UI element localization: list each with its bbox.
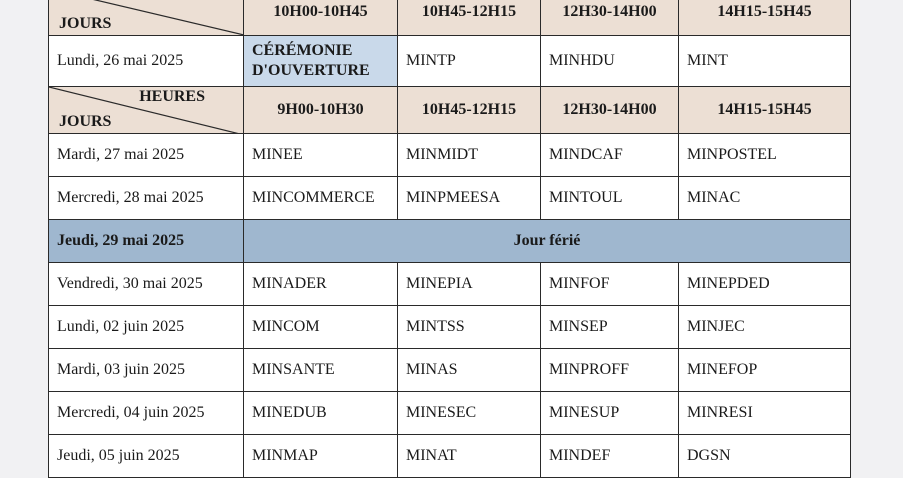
schedule-sheet bbox=[48, 0, 850, 478]
holiday-label: Jour férié bbox=[244, 220, 851, 263]
time-slot-2: 10H45-12H15 bbox=[398, 87, 541, 134]
day-cell: Mercredi, 28 mai 2025 bbox=[49, 177, 244, 220]
ministry-cell: MINESEC bbox=[398, 392, 541, 435]
table-row bbox=[49, 263, 851, 306]
time-slot-2: 10H45-12H15 bbox=[398, 0, 541, 36]
day-cell: Lundi, 02 juin 2025 bbox=[49, 306, 244, 349]
jours-label: JOURS bbox=[59, 113, 112, 130]
ministry-cell: MINPROFF bbox=[541, 349, 679, 392]
ministry-cell: MINEPDED bbox=[679, 263, 851, 306]
day-cell: Jeudi, 05 juin 2025 bbox=[49, 435, 244, 478]
ministry-cell: MINAS bbox=[398, 349, 541, 392]
table-row bbox=[49, 134, 851, 177]
ministry-cell: MINMAP bbox=[244, 435, 398, 478]
table-row bbox=[49, 177, 851, 220]
time-slot-4: 14H15-15H45 bbox=[679, 0, 851, 36]
time-slot-4: 14H15-15H45 bbox=[679, 87, 851, 134]
heures-label: HEURES bbox=[139, 88, 205, 105]
time-slot-3: 12H30-14H00 bbox=[541, 0, 679, 36]
ministry-cell: MINT bbox=[679, 36, 851, 87]
ministry-cell: MINSEP bbox=[541, 306, 679, 349]
ministry-cell: DGSN bbox=[679, 435, 851, 478]
day-cell: Mardi, 03 juin 2025 bbox=[49, 349, 244, 392]
day-cell: Mardi, 27 mai 2025 bbox=[49, 134, 244, 177]
header-row-2 bbox=[49, 87, 851, 134]
ministry-cell: MINEPIA bbox=[398, 263, 541, 306]
ministry-cell: MINRESI bbox=[679, 392, 851, 435]
day-cell: Lundi, 26 mai 2025 bbox=[49, 36, 244, 87]
ministry-cell: MINEDUB bbox=[244, 392, 398, 435]
table-row bbox=[49, 36, 851, 87]
ministry-cell: MINCOMMERCE bbox=[244, 177, 398, 220]
table-row bbox=[49, 306, 851, 349]
day-cell: Jeudi, 29 mai 2025 bbox=[49, 220, 244, 263]
schedule-table bbox=[48, 0, 851, 478]
corner-header-2 bbox=[49, 87, 244, 134]
day-cell: Vendredi, 30 mai 2025 bbox=[49, 263, 244, 306]
ministry-cell: MINJEC bbox=[679, 306, 851, 349]
ministry-cell: MINTSS bbox=[398, 306, 541, 349]
holiday-row bbox=[49, 220, 851, 263]
ministry-cell: MINMIDT bbox=[398, 134, 541, 177]
time-slot-3: 12H30-14H00 bbox=[541, 87, 679, 134]
day-cell: Mercredi, 04 juin 2025 bbox=[49, 392, 244, 435]
corner-header-1 bbox=[49, 0, 244, 36]
ministry-cell: MINCOM bbox=[244, 306, 398, 349]
header-row-1 bbox=[49, 0, 851, 36]
ministry-cell: MINAC bbox=[679, 177, 851, 220]
ministry-cell: MINSANTE bbox=[244, 349, 398, 392]
ministry-cell: MINPOSTEL bbox=[679, 134, 851, 177]
ministry-cell: MINADER bbox=[244, 263, 398, 306]
time-slot-1: 10H00-10H45 bbox=[244, 0, 398, 36]
jours-label: JOURS bbox=[59, 15, 112, 32]
ministry-cell: MINFOF bbox=[541, 263, 679, 306]
ministry-cell: MINPMEESA bbox=[398, 177, 541, 220]
ministry-cell: MINEFOP bbox=[679, 349, 851, 392]
ceremony-cell: CÉRÉMONIE D'OUVERTURE bbox=[244, 36, 398, 87]
table-row bbox=[49, 349, 851, 392]
ministry-cell: MINTOUL bbox=[541, 177, 679, 220]
time-slot-1: 9H00-10H30 bbox=[244, 87, 398, 134]
ministry-cell: MINAT bbox=[398, 435, 541, 478]
ministry-cell: MINHDU bbox=[541, 36, 679, 87]
table-row bbox=[49, 392, 851, 435]
ministry-cell: MINESUP bbox=[541, 392, 679, 435]
table-row bbox=[49, 435, 851, 478]
ministry-cell: MINEE bbox=[244, 134, 398, 177]
ministry-cell: MINDEF bbox=[541, 435, 679, 478]
ministry-cell: MINDCAF bbox=[541, 134, 679, 177]
ministry-cell: MINTP bbox=[398, 36, 541, 87]
